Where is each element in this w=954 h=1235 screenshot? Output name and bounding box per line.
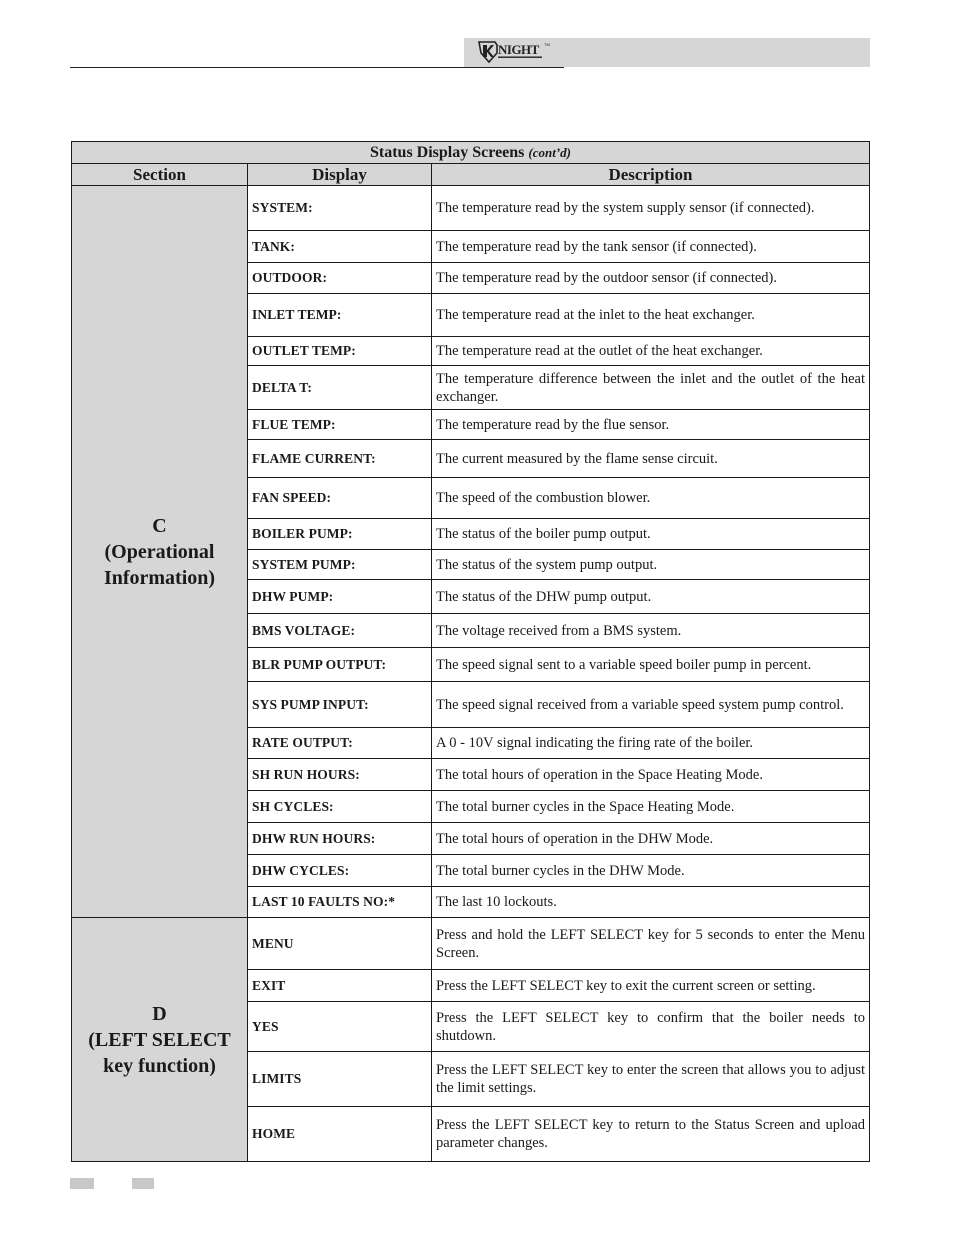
section-d-line-2: (LEFT SELECT: [88, 1028, 231, 1051]
description-cell: A 0 - 10V signal indicating the firing rate of the boiler.: [432, 728, 870, 759]
knight-logo: [477, 39, 551, 64]
column-header-section: Section: [72, 164, 248, 186]
description-cell: The temperature difference between the inlet and the outlet of the heat exchanger.: [432, 366, 870, 410]
description-cell: The voltage received from a BMS system.: [432, 614, 870, 648]
description-cell: Press the LEFT SELECT key to enter the screen that allows you to adjust the limit settings.: [432, 1052, 870, 1107]
display-cell: RATE OUTPUT:: [248, 728, 432, 759]
column-header-display: Display: [248, 164, 432, 186]
display-cell: FAN SPEED:: [248, 478, 432, 519]
display-cell: DELTA T:: [248, 366, 432, 410]
description-cell: The temperature read at the inlet to the heat exchanger.: [432, 294, 870, 337]
description-cell: The total hours of operation in the Space Heating Mode.: [432, 759, 870, 791]
display-cell: SH CYCLES:: [248, 791, 432, 823]
display-cell: FLAME CURRENT:: [248, 440, 432, 478]
description-cell: Press the LEFT SELECT key to exit the current screen or setting.: [432, 970, 870, 1002]
status-display-table: [71, 141, 870, 1162]
svg-text:NIGHT: NIGHT: [498, 42, 539, 57]
table-title-text: Status Display Screens: [370, 143, 525, 161]
footer-page-tab-left: [70, 1178, 94, 1189]
footer-page-tab-right: [132, 1178, 154, 1189]
description-cell: The status of the system pump output.: [432, 550, 870, 580]
section-c-line-3: Information): [103, 566, 216, 589]
display-cell: LIMITS: [248, 1052, 432, 1107]
display-cell: HOME: [248, 1107, 432, 1162]
section-c-line-1: C: [152, 514, 167, 537]
description-cell: The temperature read by the outdoor sensor (if connected).: [432, 263, 870, 294]
description-cell: The status of the DHW pump output.: [432, 580, 870, 614]
table-title: [72, 142, 870, 164]
display-cell: MENU: [248, 918, 432, 970]
description-cell: The temperature read by the flue sensor.: [432, 410, 870, 440]
description-cell: The total hours of operation in the DHW Mode.: [432, 823, 870, 855]
display-cell: BLR PUMP OUTPUT:: [248, 648, 432, 682]
column-header-description: Description: [432, 164, 870, 186]
description-cell: The speed of the combustion blower.: [432, 478, 870, 519]
display-cell: EXIT: [248, 970, 432, 1002]
display-cell: TANK:: [248, 231, 432, 263]
display-cell: YES: [248, 1002, 432, 1052]
description-cell: The total burner cycles in the Space Heating Mode.: [432, 791, 870, 823]
display-cell: BOILER PUMP:: [248, 519, 432, 550]
section-c-cell: [72, 186, 248, 918]
table-row: [72, 918, 870, 970]
description-cell: Press the LEFT SELECT key to return to the Status Screen and upload parameter changes.: [432, 1107, 870, 1162]
description-cell: The current measured by the flame sense circuit.: [432, 440, 870, 478]
description-cell: Press the LEFT SELECT key to confirm that the boiler needs to shutdown.: [432, 1002, 870, 1052]
section-c-line-2: (Operational: [104, 540, 215, 563]
display-cell: DHW RUN HOURS:: [248, 823, 432, 855]
display-cell: OUTDOOR:: [248, 263, 432, 294]
display-cell: FLUE TEMP:: [248, 410, 432, 440]
description-cell: The temperature read by the tank sensor (if connected).: [432, 231, 870, 263]
description-cell: The last 10 lockouts.: [432, 887, 870, 918]
section-d-line-3: key function): [103, 1054, 216, 1077]
display-cell: BMS VOLTAGE:: [248, 614, 432, 648]
display-cell: INLET TEMP:: [248, 294, 432, 337]
display-cell: OUTLET TEMP:: [248, 337, 432, 366]
description-cell: The temperature read by the system supply sensor (if connected).: [432, 186, 870, 231]
display-cell: SH RUN HOURS:: [248, 759, 432, 791]
display-cell: DHW CYCLES:: [248, 855, 432, 887]
display-cell: LAST 10 FAULTS NO:*: [248, 887, 432, 918]
description-cell: Press and hold the LEFT SELECT key for 5 seconds to enter the Menu Screen.: [432, 918, 870, 970]
description-cell: The total burner cycles in the DHW Mode.: [432, 855, 870, 887]
section-d-line-1: D: [152, 1002, 167, 1025]
display-cell: SYSTEM:: [248, 186, 432, 231]
table-row: [72, 186, 870, 231]
description-cell: The speed signal received from a variable speed system pump control.: [432, 682, 870, 728]
header-rule: [70, 67, 564, 68]
description-cell: The speed signal sent to a variable speed boiler pump in percent.: [432, 648, 870, 682]
section-d-cell: [72, 918, 248, 1162]
display-cell: SYS PUMP INPUT:: [248, 682, 432, 728]
description-cell: The status of the boiler pump output.: [432, 519, 870, 550]
description-cell: The temperature read at the outlet of the heat exchanger.: [432, 337, 870, 366]
display-cell: DHW PUMP:: [248, 580, 432, 614]
display-cell: SYSTEM PUMP:: [248, 550, 432, 580]
svg-text:TM: TM: [544, 42, 550, 47]
table-title-suffix: (cont’d): [528, 144, 571, 160]
